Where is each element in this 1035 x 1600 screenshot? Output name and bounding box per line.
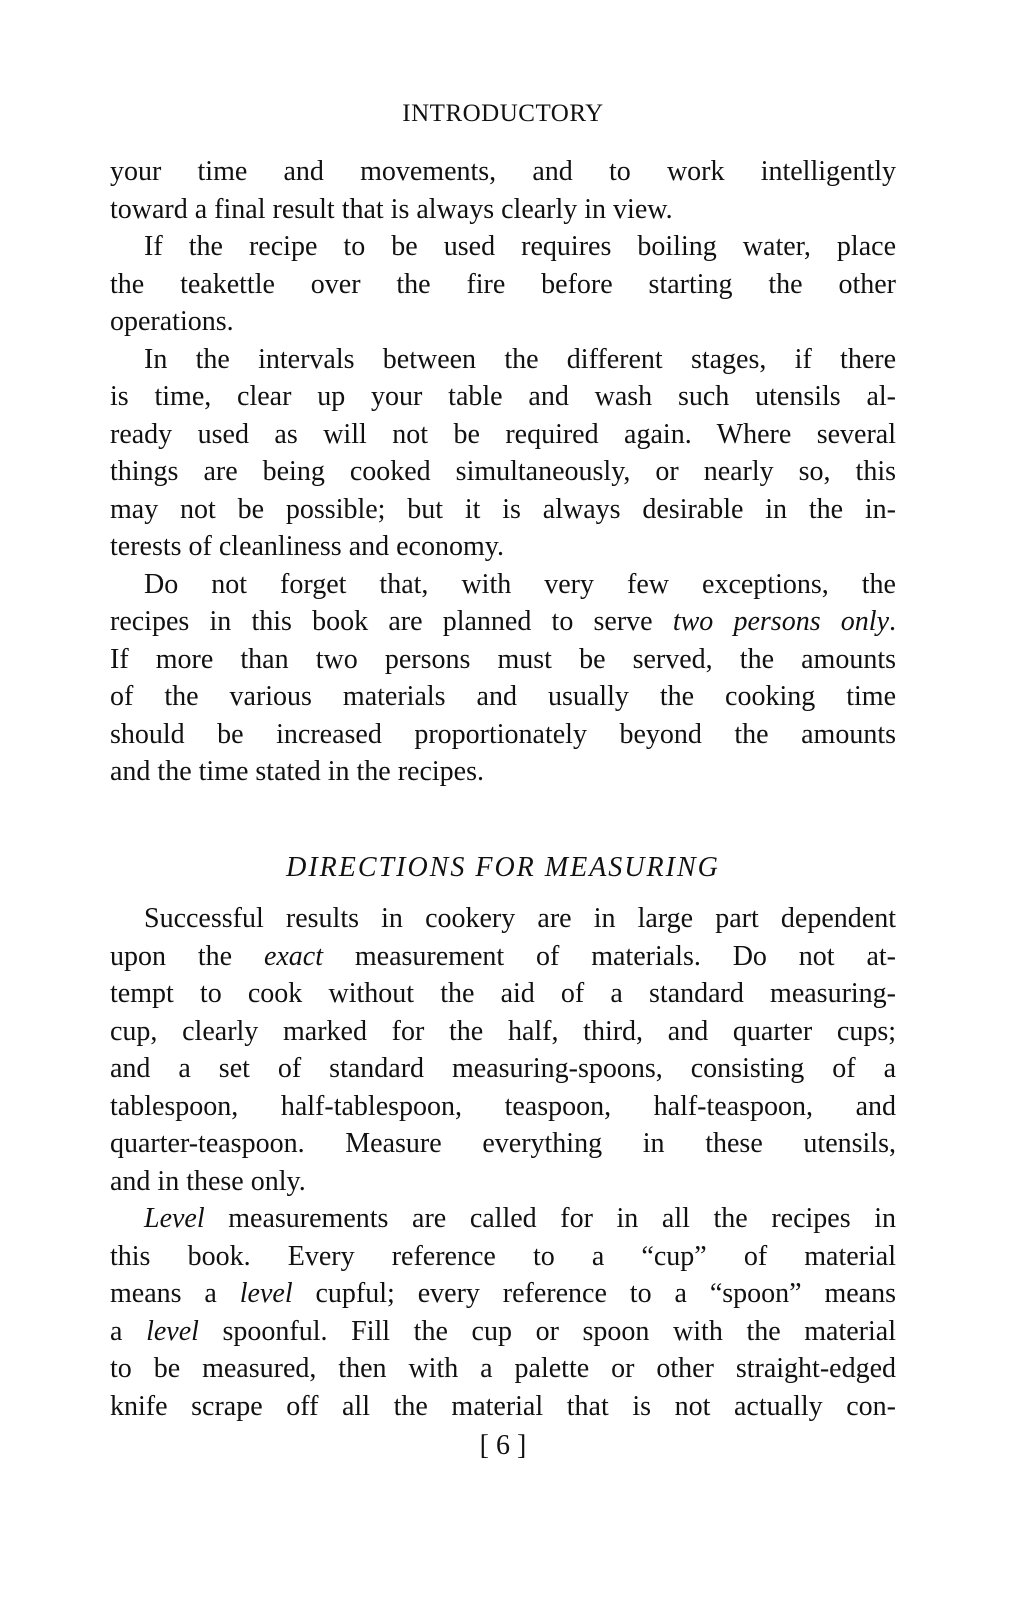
body-line: things are being cooked simultaneously, or nearly so, this bbox=[110, 456, 896, 487]
page-number: [ 6 ] bbox=[479, 1430, 527, 1461]
body-line: terests of cleanliness and economy. bbox=[110, 531, 504, 562]
section-line: knife scrape off all the material that is not actually con- bbox=[110, 1390, 896, 1422]
emphasis: level bbox=[146, 1315, 199, 1347]
section-line: to be measured, then with a palette or other straight-edged bbox=[110, 1353, 896, 1384]
body-line: of the various materials and usually the cooking time bbox=[110, 681, 896, 712]
section-line: tempt to cook without the aid of a standard measuring- bbox=[110, 978, 896, 1009]
running-head: INTRODUCTORY bbox=[402, 100, 604, 127]
emphasis: exact bbox=[263, 940, 324, 972]
body-line: If the recipe to be used requires boiling water, place bbox=[144, 231, 896, 262]
section-line: a level spoonful. Fill the cup or spoon with the material bbox=[110, 1315, 896, 1347]
section-line: and a set of standard measuring-spoons, consisting of a bbox=[110, 1053, 896, 1084]
section-line: Successful results in cookery are in large part dependent bbox=[144, 903, 896, 934]
section-heading: DIRECTIONS FOR MEASURING bbox=[286, 852, 720, 883]
body-line: and the time stated in the recipes. bbox=[110, 756, 484, 787]
section-line: means a level cupful; every reference to a “spoon” means bbox=[110, 1278, 896, 1309]
body-line: operations. bbox=[110, 306, 234, 337]
body-line: In the intervals between the different stages, if there bbox=[144, 343, 896, 375]
introductory-text bbox=[110, 153, 896, 791]
body-line: is time, clear up your table and wash such utensils al- bbox=[110, 381, 896, 412]
body-line: your time and movements, and to work intelligently bbox=[110, 156, 896, 187]
section-line: and in these only. bbox=[110, 1165, 306, 1197]
section-line: this book. Every reference to a “cup” of material bbox=[110, 1240, 896, 1272]
section-line: Level measurements are called for in all the recipes in bbox=[144, 1203, 896, 1234]
body-line: toward a final result that is always clearly in view. bbox=[110, 193, 673, 225]
body-line: If more than two persons must be served, the amounts bbox=[110, 643, 896, 675]
measuring-text bbox=[110, 900, 896, 1425]
section-line: upon the exact measurement of materials. Do not at- bbox=[110, 940, 896, 972]
emphasis: level bbox=[239, 1278, 293, 1309]
section-line: cup, clearly marked for the half, third, and quarter cups; bbox=[110, 1015, 896, 1047]
emphasis: Level bbox=[144, 1203, 205, 1234]
body-line: should be increased proportionately beyond the amounts bbox=[110, 718, 896, 750]
emphasis: two persons only bbox=[672, 606, 889, 637]
section-line: tablespoon, half-tablespoon, teaspoon, half-teaspoon, and bbox=[110, 1090, 896, 1122]
body-line: ready used as will not be required again. Where several bbox=[110, 418, 896, 450]
body-line: Do not forget that, with very few exceptions, the bbox=[144, 568, 896, 600]
body-line: the teakettle over the fire before starting the other bbox=[110, 268, 896, 300]
section-line: quarter-teaspoon. Measure everything in these utensils, bbox=[110, 1128, 896, 1159]
body-line: recipes in this book are planned to serve two persons only. bbox=[110, 606, 896, 637]
book-page bbox=[110, 0, 896, 1600]
body-line: may not be possible; but it is always desirable in the in- bbox=[110, 493, 896, 525]
